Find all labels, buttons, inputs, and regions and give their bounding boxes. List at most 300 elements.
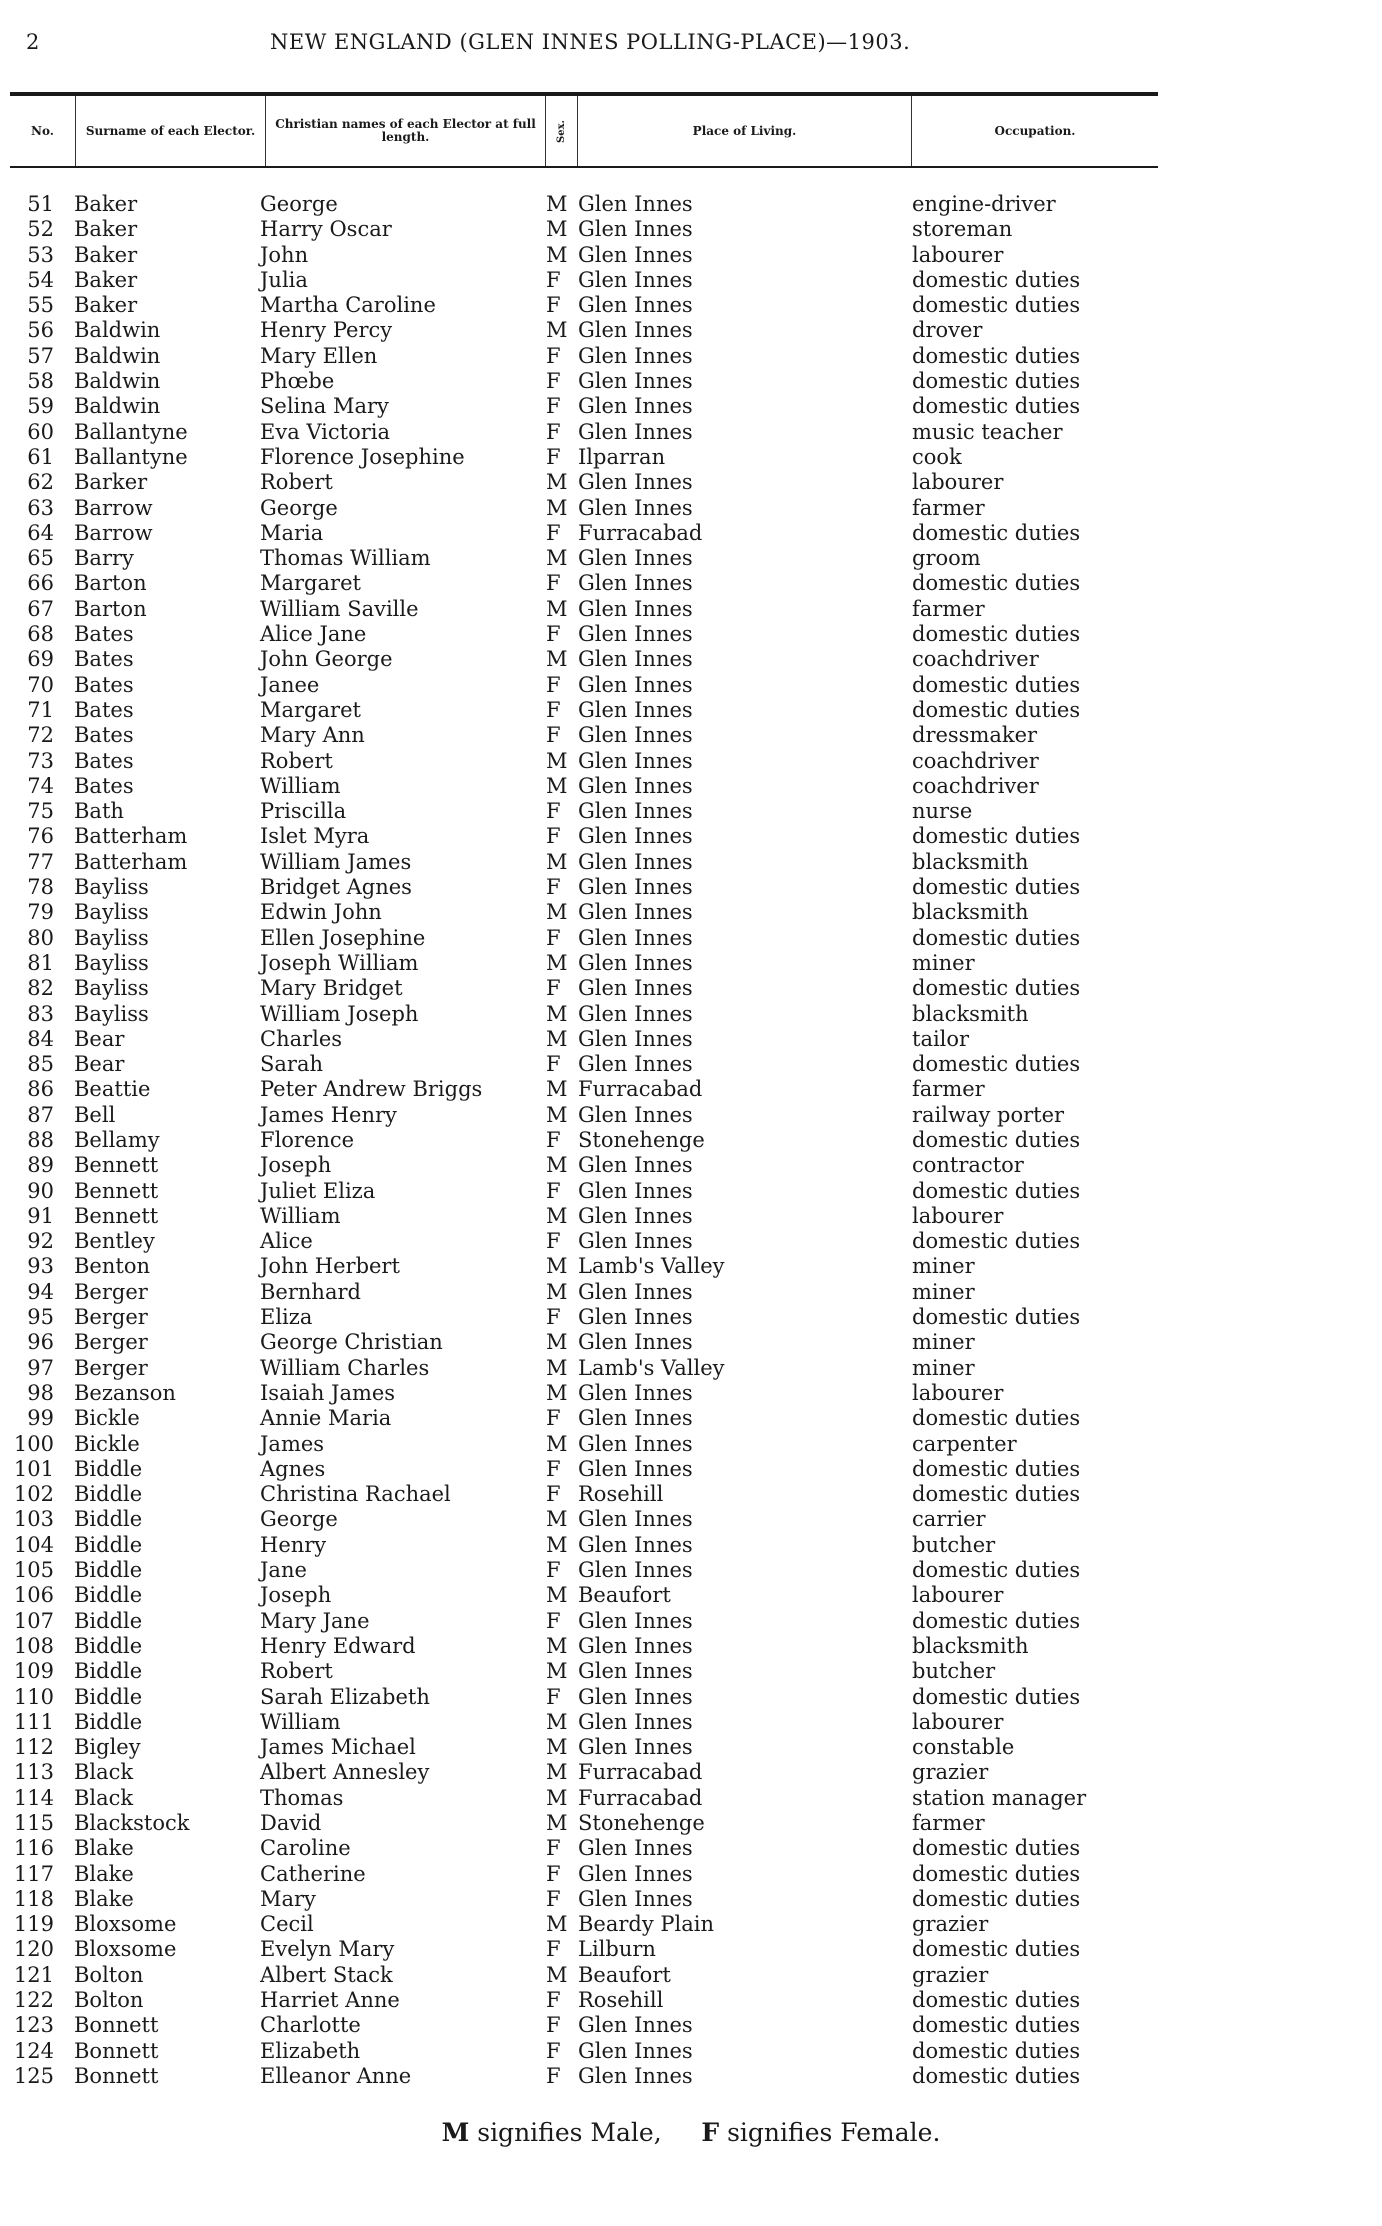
elector-number: 113: [13, 1760, 54, 1785]
elector-surname: Biddle: [74, 1558, 143, 1583]
elector-occupation: labourer: [912, 470, 1004, 495]
elector-given-names: James Henry: [260, 1102, 397, 1127]
elector-sex: M: [546, 900, 568, 925]
elector-sex: M: [546, 1153, 568, 1178]
table-row: [0, 1811, 1382, 1836]
elector-number: 102: [13, 1482, 54, 1507]
elector-occupation: domestic duties: [912, 267, 1081, 292]
elector-given-names: Margaret: [260, 571, 361, 596]
elector-occupation: domestic duties: [912, 622, 1081, 647]
elector-sex: F: [546, 1836, 561, 1861]
elector-place: Rosehill: [578, 1482, 664, 1507]
elector-place: Glen Innes: [578, 773, 693, 798]
elector-number: 77: [27, 849, 54, 874]
elector-place: Glen Innes: [578, 419, 693, 444]
elector-surname: Bonnett: [74, 2063, 159, 2088]
elector-number: 108: [13, 1633, 54, 1658]
elector-number: 56: [27, 318, 54, 343]
elector-given-names: Mary Jane: [260, 1608, 370, 1633]
elector-given-names: Juliet Eliza: [260, 1178, 376, 1203]
elector-sex: M: [546, 1785, 568, 1810]
table-row: [0, 900, 1382, 925]
table-row: [0, 1786, 1382, 1811]
elector-given-names: Selina Mary: [260, 394, 389, 419]
elector-occupation: butcher: [912, 1659, 996, 1684]
elector-surname: Biddle: [74, 1684, 143, 1709]
elector-number: 51: [27, 192, 54, 216]
table-row: [0, 1002, 1382, 1027]
elector-surname: Blackstock: [74, 1811, 190, 1835]
elector-given-names: Florence Josephine: [260, 444, 465, 469]
elector-number: 81: [27, 950, 54, 975]
elector-given-names: James Michael: [260, 1735, 416, 1760]
elector-surname: Bates: [74, 723, 134, 748]
elector-sex: F: [546, 1482, 561, 1507]
elector-place: Glen Innes: [578, 1203, 693, 1228]
table-row: [0, 2013, 1382, 2038]
elector-sex: F: [546, 1178, 561, 1203]
table-row: [0, 1280, 1382, 1305]
elector-surname: Bates: [74, 647, 134, 672]
elector-surname: Bickle: [74, 1431, 140, 1456]
elector-surname: Bonnett: [74, 2013, 159, 2038]
elector-place: Glen Innes: [578, 824, 693, 849]
elector-surname: Blake: [74, 1836, 134, 1861]
elector-sex: M: [546, 1532, 568, 1557]
elector-place: Glen Innes: [578, 546, 693, 571]
elector-number: 86: [27, 1077, 54, 1102]
elector-given-names: Mary Ann: [260, 723, 365, 748]
elector-place: Glen Innes: [578, 1153, 693, 1178]
elector-sex: F: [546, 723, 561, 748]
elector-given-names: Alice: [260, 1229, 313, 1254]
column-header-no: No.: [10, 96, 76, 166]
table-row: [0, 850, 1382, 875]
elector-sex: F: [546, 1937, 561, 1962]
elector-occupation: domestic duties: [912, 1406, 1081, 1431]
elector-given-names: Henry: [260, 1532, 327, 1557]
elector-occupation: domestic duties: [912, 1937, 1081, 1962]
elector-number: 96: [27, 1330, 54, 1355]
elector-sex: M: [546, 1380, 568, 1405]
elector-number: 111: [13, 1709, 54, 1734]
elector-occupation: domestic duties: [912, 2038, 1081, 2063]
elector-given-names: William: [260, 1203, 341, 1228]
elector-surname: Bennett: [74, 1153, 159, 1178]
elector-occupation: domestic duties: [912, 1229, 1081, 1254]
elector-given-names: Robert: [260, 1659, 333, 1684]
elector-place: Glen Innes: [578, 1608, 693, 1633]
elector-number: 95: [27, 1305, 54, 1330]
elector-surname: Baker: [74, 293, 138, 318]
elector-sex: M: [546, 950, 568, 975]
table-row: [0, 1153, 1382, 1178]
table-row: [0, 1406, 1382, 1431]
table-row: [0, 673, 1382, 698]
elector-number: 120: [13, 1937, 54, 1962]
elector-surname: Black: [74, 1785, 134, 1810]
elector-number: 89: [27, 1153, 54, 1178]
table-row: [0, 1760, 1382, 1785]
page-number: 2: [26, 30, 40, 54]
elector-given-names: Charlotte: [260, 2013, 361, 2038]
elector-given-names: William Charles: [260, 1355, 430, 1380]
elector-number: 57: [27, 343, 54, 368]
elector-surname: Berger: [74, 1305, 148, 1330]
table-row: [0, 749, 1382, 774]
elector-sex: M: [546, 1001, 568, 1026]
table-row: [0, 1330, 1382, 1355]
elector-given-names: William James: [260, 849, 412, 874]
elector-sex: F: [546, 824, 561, 849]
elector-place: Glen Innes: [578, 596, 693, 621]
elector-given-names: Martha Caroline: [260, 293, 436, 318]
elector-number: 93: [27, 1254, 54, 1279]
elector-number: 122: [13, 1988, 54, 2013]
elector-given-names: Thomas: [260, 1785, 344, 1810]
elector-given-names: William Saville: [260, 596, 419, 621]
elector-place: Lilburn: [578, 1937, 656, 1962]
table-row: [0, 774, 1382, 799]
elector-sex: M: [546, 748, 568, 773]
elector-surname: Bloxsome: [74, 1912, 177, 1937]
elector-occupation: drover: [912, 318, 983, 343]
table-row: [0, 951, 1382, 976]
elector-given-names: Phœbe: [260, 369, 335, 394]
elector-surname: Baldwin: [74, 343, 161, 368]
elector-given-names: Agnes: [260, 1456, 326, 1481]
elector-given-names: Mary Ellen: [260, 343, 378, 368]
elector-given-names: William: [260, 773, 341, 798]
elector-occupation: tailor: [912, 1026, 970, 1051]
elector-surname: Barker: [74, 470, 148, 495]
elector-place: Glen Innes: [578, 1532, 693, 1557]
elector-surname: Biddle: [74, 1456, 143, 1481]
elector-given-names: Henry Edward: [260, 1633, 416, 1658]
elector-number: 105: [13, 1558, 54, 1583]
table-row: [0, 470, 1382, 495]
elector-place: Beardy Plain: [578, 1912, 715, 1937]
legend-female-letter: F: [701, 2118, 720, 2147]
elector-occupation: blacksmith: [912, 1633, 1029, 1658]
table-row: [0, 1356, 1382, 1381]
elector-place: Glen Innes: [578, 622, 693, 647]
elector-place: Furracabad: [578, 520, 703, 545]
elector-occupation: carrier: [912, 1507, 986, 1532]
elector-surname: Baker: [74, 242, 138, 267]
table-row: [0, 2039, 1382, 2064]
elector-place: Glen Innes: [578, 1456, 693, 1481]
elector-surname: Bennett: [74, 1178, 159, 1203]
elector-place: Beaufort: [578, 1583, 671, 1608]
elector-sex: M: [546, 1077, 568, 1102]
elector-sex: M: [546, 1203, 568, 1228]
elector-place: Glen Innes: [578, 697, 693, 722]
table-row: [0, 1381, 1382, 1406]
elector-occupation: labourer: [912, 1583, 1004, 1608]
elector-place: Beaufort: [578, 1962, 671, 1987]
elector-given-names: Elizabeth: [260, 2038, 361, 2063]
elector-surname: Biddle: [74, 1659, 143, 1684]
table-row: [0, 1735, 1382, 1760]
elector-number: 117: [13, 1861, 54, 1886]
elector-place: Glen Innes: [578, 571, 693, 596]
elector-place: Furracabad: [578, 1077, 703, 1102]
elector-number: 100: [13, 1431, 54, 1456]
elector-occupation: domestic duties: [912, 1684, 1081, 1709]
elector-surname: Bonnett: [74, 2038, 159, 2063]
elector-sex: M: [546, 1962, 568, 1987]
table-row: [0, 1103, 1382, 1128]
elector-given-names: Christina Rachael: [260, 1482, 451, 1507]
elector-number: 112: [13, 1735, 54, 1760]
table-row: [0, 1937, 1382, 1962]
elector-place: Glen Innes: [578, 1178, 693, 1203]
elector-place: Glen Innes: [578, 1229, 693, 1254]
elector-surname: Barton: [74, 571, 147, 596]
table-row: [0, 1710, 1382, 1735]
elector-occupation: domestic duties: [912, 697, 1081, 722]
elector-occupation: domestic duties: [912, 394, 1081, 419]
table-row: [0, 799, 1382, 824]
elector-place: Glen Innes: [578, 1279, 693, 1304]
elector-given-names: Bernhard: [260, 1279, 361, 1304]
elector-surname: Barton: [74, 596, 147, 621]
elector-given-names: Edwin John: [260, 900, 382, 925]
elector-number: 73: [27, 748, 54, 773]
elector-occupation: dressmaker: [912, 723, 1038, 748]
elector-sex: F: [546, 1406, 561, 1431]
elector-occupation: miner: [912, 1330, 975, 1355]
elector-number: 92: [27, 1229, 54, 1254]
elector-place: Furracabad: [578, 1760, 703, 1785]
elector-occupation: domestic duties: [912, 1178, 1081, 1203]
elector-place: Glen Innes: [578, 1709, 693, 1734]
elector-surname: Bennett: [74, 1203, 159, 1228]
elector-number: 61: [27, 444, 54, 469]
legend-male-text: signifies Male,: [477, 2118, 662, 2147]
elector-number: 59: [27, 394, 54, 419]
elector-surname: Bayliss: [74, 976, 149, 1001]
elector-number: 98: [27, 1380, 54, 1405]
elector-sex: M: [546, 596, 568, 621]
elector-sex: F: [546, 799, 561, 824]
elector-surname: Berger: [74, 1330, 148, 1355]
elector-occupation: labourer: [912, 242, 1004, 267]
elector-number: 94: [27, 1279, 54, 1304]
elector-given-names: David: [260, 1811, 322, 1835]
elector-sex: F: [546, 1127, 561, 1152]
elector-surname: Baldwin: [74, 369, 161, 394]
table-row: [0, 1533, 1382, 1558]
elector-surname: Berger: [74, 1355, 148, 1380]
table-row: [0, 1912, 1382, 1937]
elector-number: 54: [27, 267, 54, 292]
elector-given-names: Julia: [260, 267, 308, 292]
elector-given-names: William: [260, 1709, 341, 1734]
elector-given-names: Evelyn Mary: [260, 1937, 395, 1962]
elector-surname: Bates: [74, 748, 134, 773]
column-header-given-names: Christian names of each Elector at full length.: [266, 96, 546, 166]
elector-number: 74: [27, 773, 54, 798]
table-row: [0, 1634, 1382, 1659]
elector-occupation: domestic duties: [912, 976, 1081, 1001]
elector-number: 121: [13, 1962, 54, 1987]
elector-sex: F: [546, 343, 561, 368]
elector-number: 76: [27, 824, 54, 849]
elector-place: Glen Innes: [578, 394, 693, 419]
elector-number: 69: [27, 647, 54, 672]
elector-occupation: storeman: [912, 217, 1013, 242]
table-row: [0, 445, 1382, 470]
elector-sex: M: [546, 1026, 568, 1051]
elector-occupation: miner: [912, 1355, 975, 1380]
elector-surname: Bayliss: [74, 900, 149, 925]
elector-sex: F: [546, 419, 561, 444]
elector-sex: M: [546, 1102, 568, 1127]
elector-place: Glen Innes: [578, 369, 693, 394]
elector-number: 99: [27, 1406, 54, 1431]
elector-sex: M: [546, 1330, 568, 1355]
table-row: [0, 243, 1382, 268]
table-row: [0, 1887, 1382, 1912]
elector-place: Glen Innes: [578, 1026, 693, 1051]
elector-sex: M: [546, 1507, 568, 1532]
elector-sex: M: [546, 1811, 568, 1835]
table-row: [0, 217, 1382, 242]
elector-number: 107: [13, 1608, 54, 1633]
elector-surname: Baldwin: [74, 318, 161, 343]
table-row: [0, 1204, 1382, 1229]
elector-surname: Bear: [74, 1026, 125, 1051]
elector-place: Glen Innes: [578, 1684, 693, 1709]
table-row: [0, 1836, 1382, 1861]
elector-occupation: domestic duties: [912, 1482, 1081, 1507]
elector-surname: Biddle: [74, 1482, 143, 1507]
elector-sex: M: [546, 773, 568, 798]
elector-occupation: music teacher: [912, 419, 1063, 444]
column-header-place: Place of Living.: [578, 96, 912, 166]
elector-place: Lamb's Valley: [578, 1254, 725, 1279]
elector-sex: M: [546, 1279, 568, 1304]
elector-surname: Blake: [74, 1861, 134, 1886]
elector-sex: F: [546, 1988, 561, 2013]
elector-occupation: domestic duties: [912, 343, 1081, 368]
elector-occupation: farmer: [912, 596, 985, 621]
elector-place: Glen Innes: [578, 192, 693, 216]
table-header: [10, 92, 1158, 168]
elector-place: Rosehill: [578, 1988, 664, 2013]
elector-number: 123: [13, 2013, 54, 2038]
table-row: [0, 1229, 1382, 1254]
elector-surname: Bates: [74, 672, 134, 697]
elector-occupation: domestic duties: [912, 1127, 1081, 1152]
elector-surname: Ballantyne: [74, 444, 188, 469]
elector-sex: F: [546, 1861, 561, 1886]
elector-surname: Biddle: [74, 1583, 143, 1608]
table-row: [0, 318, 1382, 343]
table-row: [0, 1432, 1382, 1457]
elector-occupation: grazier: [912, 1912, 989, 1937]
table-row: [0, 647, 1382, 672]
elector-surname: Bates: [74, 773, 134, 798]
elector-occupation: coachdriver: [912, 748, 1039, 773]
table-row: [0, 1507, 1382, 1532]
elector-place: Glen Innes: [578, 2038, 693, 2063]
column-header-occupation: Occupation.: [994, 123, 1076, 138]
elector-place: Glen Innes: [578, 318, 693, 343]
table-row: [0, 546, 1382, 571]
elector-occupation: domestic duties: [912, 1456, 1081, 1481]
elector-sex: M: [546, 849, 568, 874]
column-header-surname: Surname of each Elector.: [76, 96, 266, 166]
elector-sex: F: [546, 1684, 561, 1709]
elector-place: Glen Innes: [578, 647, 693, 672]
table-row: [0, 293, 1382, 318]
elector-surname: Bickle: [74, 1406, 140, 1431]
elector-place: Glen Innes: [578, 470, 693, 495]
elector-place: Glen Innes: [578, 1330, 693, 1355]
elector-number: 114: [13, 1785, 54, 1810]
elector-sex: F: [546, 520, 561, 545]
elector-sex: M: [546, 1355, 568, 1380]
elector-given-names: Maria: [260, 520, 324, 545]
table-row: [0, 723, 1382, 748]
table-row: [0, 926, 1382, 951]
elector-place: Glen Innes: [578, 1659, 693, 1684]
elector-sex: M: [546, 1735, 568, 1760]
elector-given-names: Peter Andrew Briggs: [260, 1077, 483, 1102]
table-row: [0, 1254, 1382, 1279]
elector-given-names: Albert Annesley: [260, 1760, 430, 1785]
elector-occupation: labourer: [912, 1709, 1004, 1734]
elector-surname: Bentley: [74, 1229, 155, 1254]
elector-place: Glen Innes: [578, 748, 693, 773]
elector-sex: F: [546, 1558, 561, 1583]
elector-occupation: domestic duties: [912, 672, 1081, 697]
elector-given-names: Jane: [260, 1558, 307, 1583]
elector-number: 84: [27, 1026, 54, 1051]
elector-given-names: Elleanor Anne: [260, 2063, 412, 2088]
elector-surname: Bigley: [74, 1735, 141, 1760]
table-row: [0, 622, 1382, 647]
elector-surname: Bates: [74, 622, 134, 647]
column-header-sex-label: Sex.: [556, 119, 567, 143]
elector-given-names: Sarah Elizabeth: [260, 1684, 430, 1709]
elector-surname: Black: [74, 1760, 134, 1785]
elector-number: 110: [13, 1684, 54, 1709]
elector-sex: F: [546, 2063, 561, 2088]
elector-place: Glen Innes: [578, 343, 693, 368]
elector-occupation: domestic duties: [912, 1886, 1081, 1911]
table-row: [0, 344, 1382, 369]
elector-given-names: Sarah: [260, 1052, 323, 1077]
elector-sex: M: [546, 495, 568, 520]
elector-sex: F: [546, 976, 561, 1001]
elector-occupation: domestic duties: [912, 1305, 1081, 1330]
elector-surname: Benton: [74, 1254, 150, 1279]
elector-sex: F: [546, 571, 561, 596]
elector-sex: M: [546, 217, 568, 242]
elector-place: Glen Innes: [578, 1735, 693, 1760]
elector-place: Glen Innes: [578, 875, 693, 900]
elector-number: 88: [27, 1127, 54, 1152]
elector-given-names: John George: [260, 647, 393, 672]
elector-place: Glen Innes: [578, 1886, 693, 1911]
elector-surname: Batterham: [74, 849, 188, 874]
elector-place: Glen Innes: [578, 1558, 693, 1583]
elector-sex: F: [546, 875, 561, 900]
